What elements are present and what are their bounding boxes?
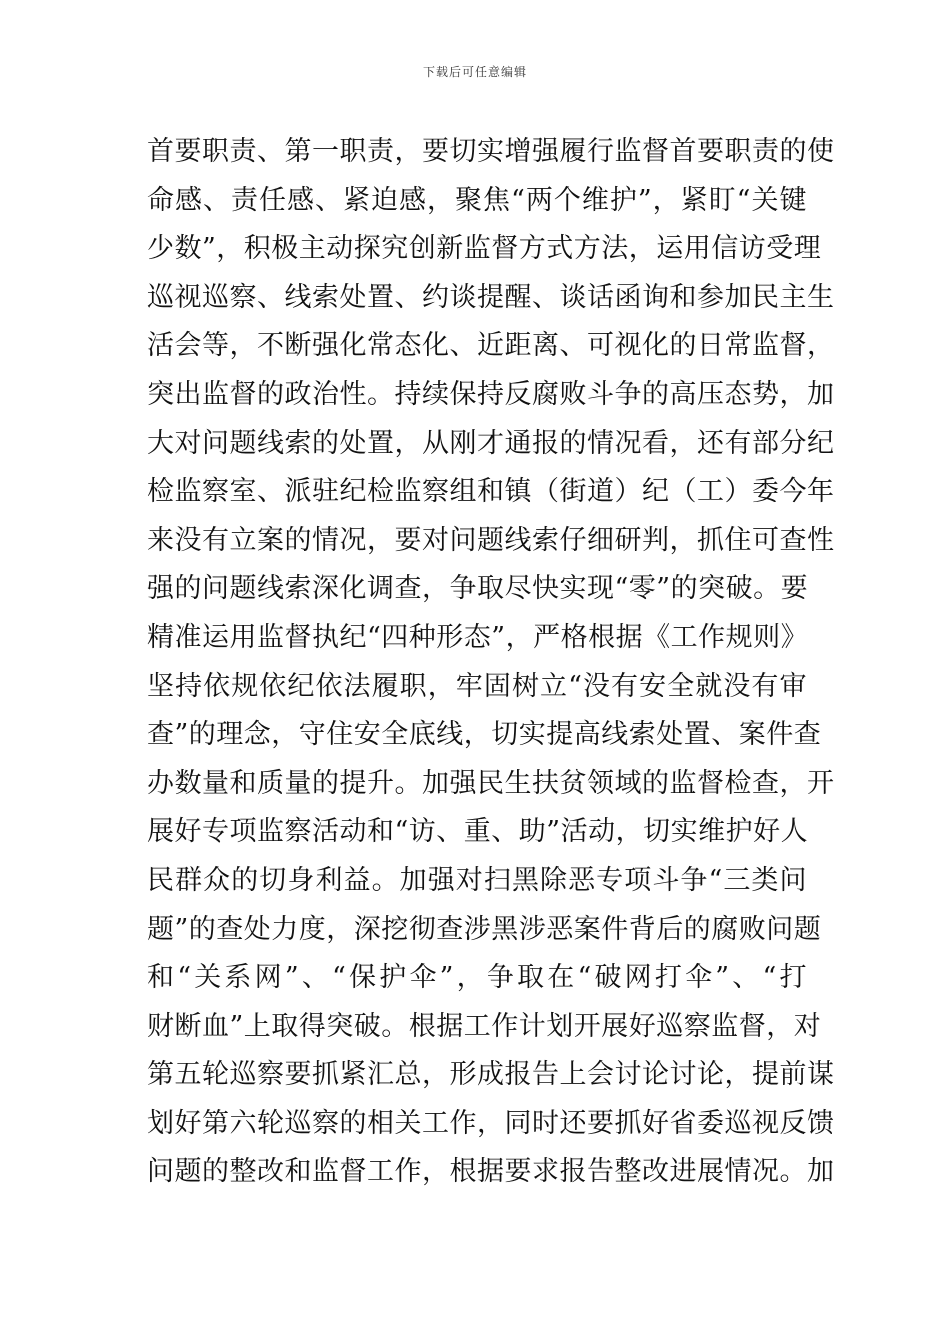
text-line: 来没有立案的情况，要对问题线索仔细研判，抓住可查性 <box>147 524 835 556</box>
text-line: 巡视巡察、线索处置、约谈提醒、谈话函询和参加民主生 <box>147 281 835 313</box>
text-line: 财断血”上取得突破。根据工作计划开展好巡察监督，对 <box>147 1010 822 1042</box>
text-line: 精准运用监督执纪“四种形态”，严格根据《工作规则》 <box>147 621 809 653</box>
page-header: 下载后可任意编辑 <box>422 65 527 79</box>
document-body <box>147 128 835 1197</box>
text-line: 命感、责任感、紧迫感，聚焦“两个维护”，紧盯“关键 <box>147 184 807 216</box>
text-line: 首要职责、第一职责，要切实增强履行监督首要职责的使 <box>147 136 835 167</box>
text-line: 活会等，不断强化常态化、近距离、可视化的日常监督， <box>147 330 835 362</box>
text-line: 大对问题线索的处置，从刚才通报的情况看，还有部分纪 <box>147 427 835 459</box>
text-line: 展好专项监察活动和“访、重、助”活动，切实维护好人 <box>147 816 809 848</box>
text-line: 检监察室、派驻纪检监察组和镇（街道）纪（工）委今年 <box>147 476 835 508</box>
text-line: 少数”，积极主动探究创新监督方式方法，运用信访受理 <box>147 233 822 265</box>
text-line: 办数量和质量的提升。加强民生扶贫领域的监督检查，开 <box>147 767 835 799</box>
text-line: 查”的理念，守住安全底线，切实提高线索处置、案件查 <box>147 719 822 751</box>
text-line: 划好第六轮巡察的相关工作，同时还要抓好省委巡视反馈 <box>147 1107 835 1139</box>
text-line: 坚持依规依纪依法履职，牢固树立“没有安全就没有审 <box>147 670 807 702</box>
text-line: 第五轮巡察要抓紧汇总，形成报告上会讨论讨论，提前谋 <box>147 1059 835 1091</box>
text-line: 突出监督的政治性。持续保持反腐败斗争的高压态势，加 <box>147 378 835 410</box>
text-line: 问题的整改和监督工作，根据要求报告整改进展情况。加 <box>147 1156 835 1188</box>
text-line: 民群众的切身利益。加强对扫黑除恶专项斗争“三类问 <box>147 864 807 896</box>
text-line: 和“关系网”、“保护伞”，争取在“破网打伞”、“打 <box>147 962 807 994</box>
text-line: 强的问题线索深化调查，争取尽快实现“零”的突破。要 <box>147 573 809 605</box>
text-line: 题”的查处力度，深挖彻查涉黑涉恶案件背后的腐败问题 <box>147 913 822 945</box>
